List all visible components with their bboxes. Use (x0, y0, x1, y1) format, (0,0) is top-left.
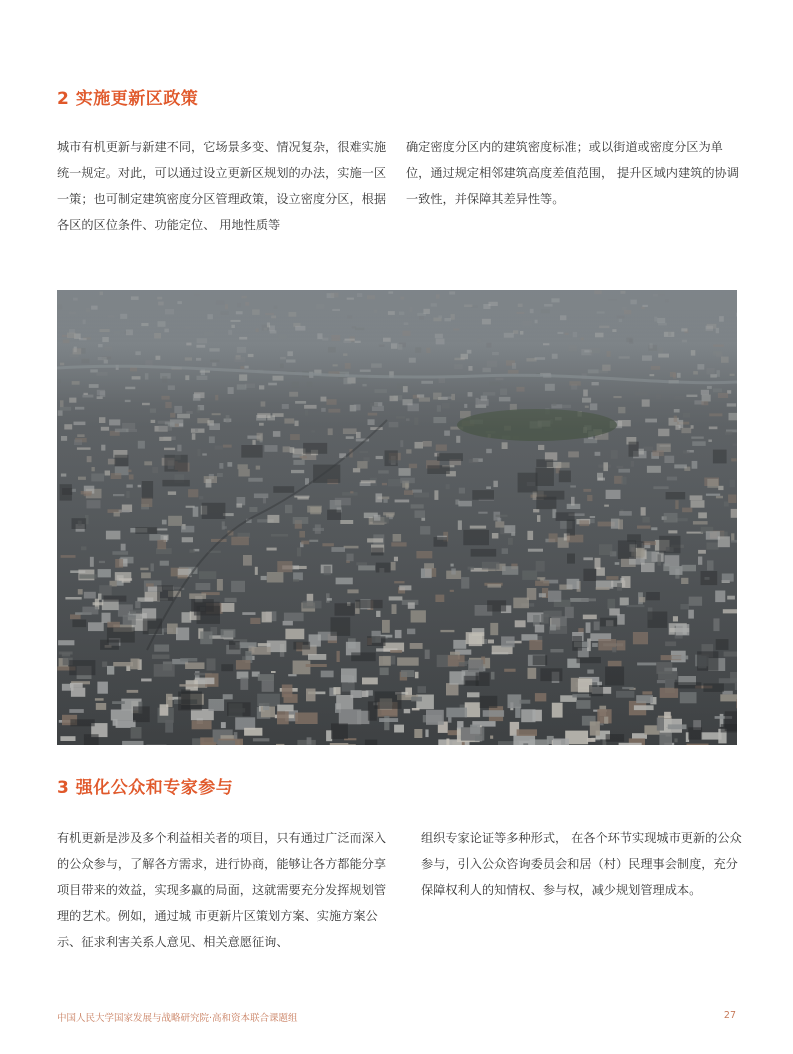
section-2-left-paragraph: 城市有机更新与新建不同，它场景多变、情况复杂，很难实施统一规定。对此，可以通过设立更新区规划的办法，实施一区一策；也可制定建筑密度分区管理政策，设立密度分区，根据各区的区位条件、功能定位、 用地性质等 (57, 140, 387, 232)
section-3-right-paragraph: 组织专家论证等多种形式， 在各个环节实现城市更新的公众参与，引入公众咨询委员会和居（村）民理事会制度，充分保障权利人的知情权、参与权，减少规划管理成本。 (421, 831, 742, 897)
section-2-left-column (57, 134, 392, 238)
section-2-right-paragraph: 确定密度分区内的建筑密度标准；或以街道或密度分区为单位，通过规定相邻建筑高度差值范围， 提升区域内建筑的协调一致性，并保障其差异性等。 (406, 140, 739, 206)
section-2-right-column (406, 134, 741, 212)
section-3-heading: 3 强化公众和专家参与 (57, 778, 234, 798)
section-3-left-column (57, 825, 397, 955)
aerial-city-photo (57, 290, 737, 745)
section-3-left-paragraph: 有机更新是涉及多个利益相关者的项目，只有通过广泛而深入的公众参与，了解各方需求，进行协商，能够让各方都能分享项目带来的效益，实现多赢的局面，这就需要充分发挥规划管理的艺术。例如，通过城 市更新片区策划方案、实施方案公示、征求利害关系人意见、相关意愿征询、 (57, 831, 387, 949)
page-number: 27 (723, 1010, 736, 1021)
section-3-right-column (421, 825, 743, 903)
footer-source: 中国人民大学国家发展与战略研究院·高和资本联合课题组 (57, 1013, 298, 1024)
section-2-heading: 2 实施更新区政策 (57, 89, 199, 109)
